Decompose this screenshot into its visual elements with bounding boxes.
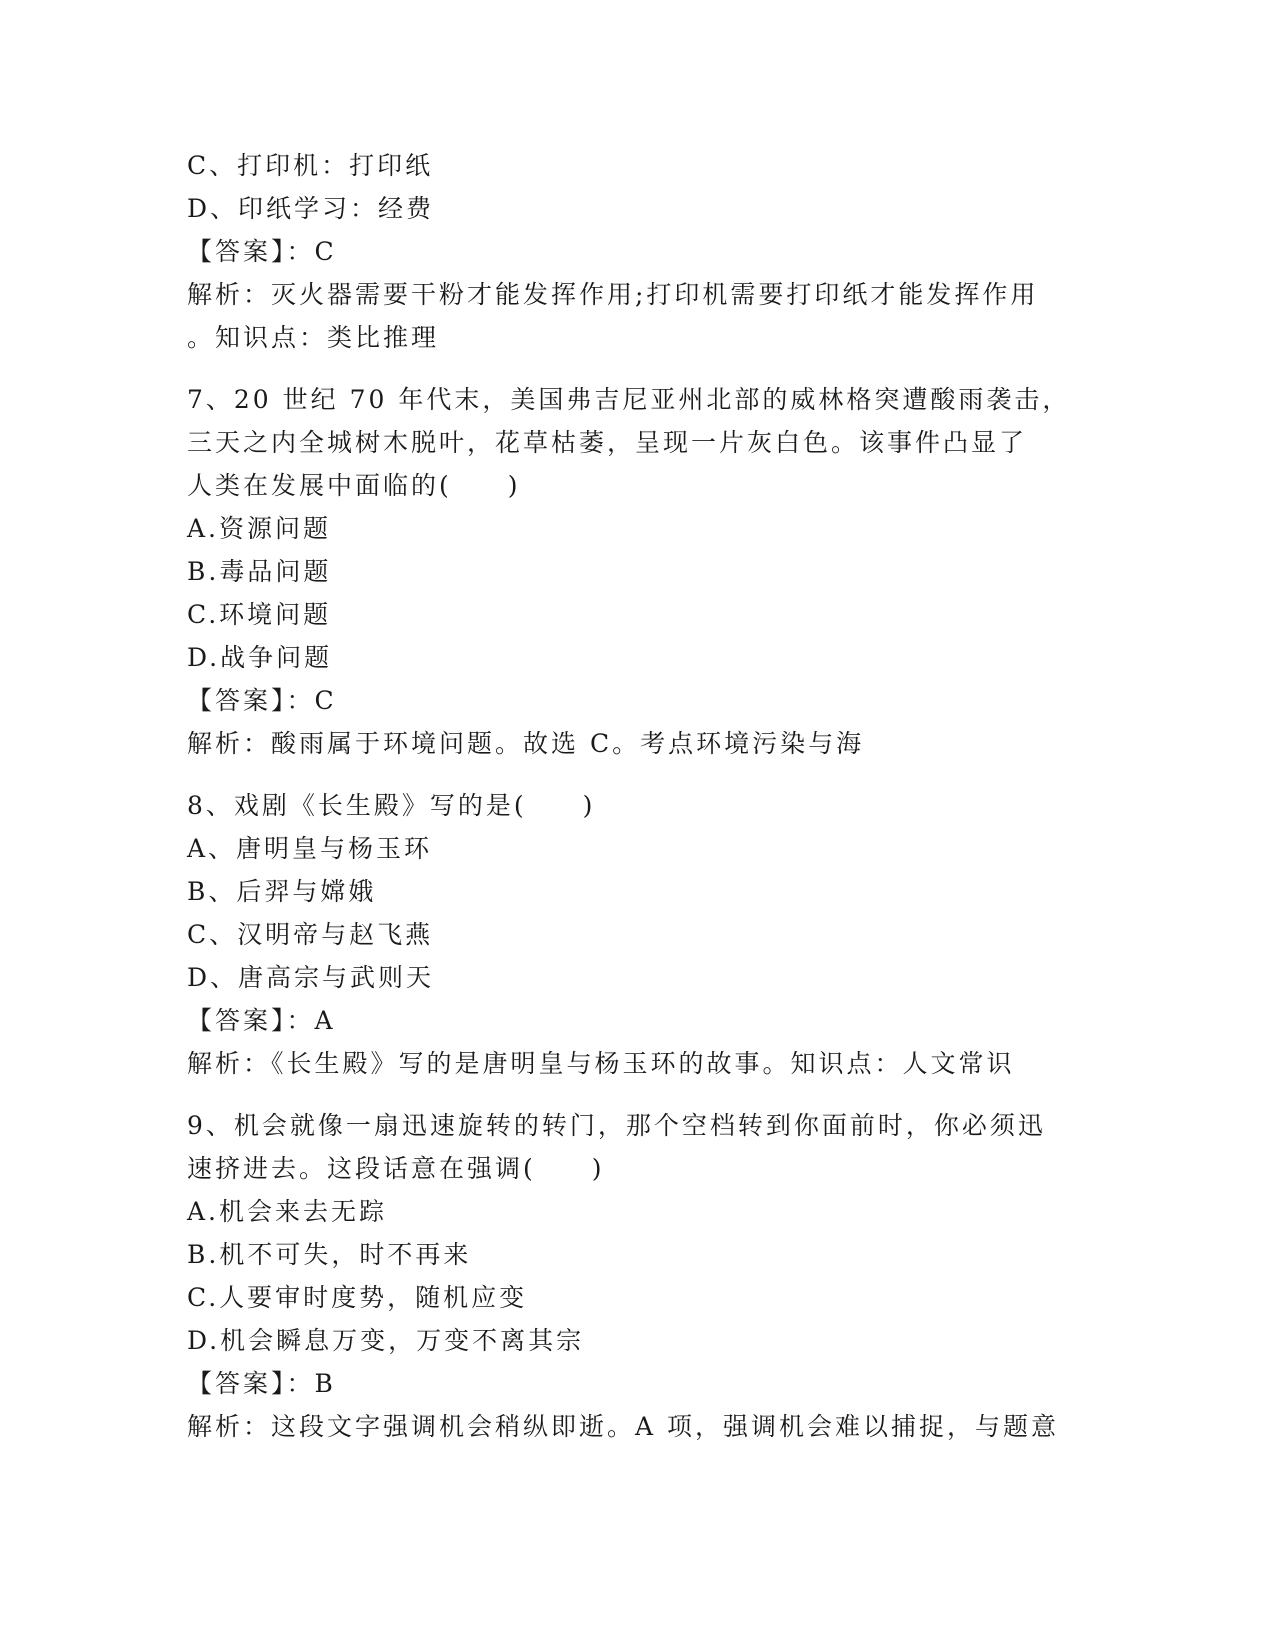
option-b: B.机不可失，时不再来 [187,1240,472,1269]
question-spacer [187,765,1087,784]
question-spacer [187,1085,1087,1104]
question-stem-line-3: 人类在发展中面临的( ) [187,471,521,500]
analysis-line-1: 解析：灭火器需要干粉才能发挥作用;打印机需要打印纸才能发挥作用 [187,280,1039,309]
option-d: D、印纸学习：经费 [187,194,435,223]
answer: 【答案】：C [187,686,337,715]
option-b: B.毒品问题 [187,557,332,586]
analysis-line-1: 解析：《长生殿》写的是唐明皇与杨玉环的故事。知识点：人文常识 [187,1049,1015,1078]
question-stem-line-1: 8、戏剧《长生殿》写的是( ) [187,791,596,820]
answer: 【答案】：C [187,237,337,266]
document-page [187,144,1087,1448]
question-7 [187,378,1087,765]
option-d: D.战争问题 [187,643,333,672]
question-9 [187,1104,1087,1448]
question-stem-line-2: 速挤进去。这段话意在强调( ) [187,1154,605,1183]
question-spacer [187,359,1087,378]
option-c: C、汉明帝与赵飞燕 [187,920,434,949]
question-stem-line-1: 9、机会就像一扇迅速旋转的转门，那个空档转到你面前时，你必须迅 [187,1111,1046,1140]
option-a: A.资源问题 [187,514,332,543]
option-b: B、后羿与嫦娥 [187,877,377,906]
question-8 [187,784,1087,1085]
option-c: C、打印机：打印纸 [187,151,434,180]
option-a: A、唐明皇与杨玉环 [187,834,433,863]
question-stem-line-2: 三天之内全城树木脱叶，花草枯萎，呈现一片灰白色。该事件凸显了 [187,428,1028,457]
option-a: A.机会来去无踪 [187,1197,388,1226]
option-c: C.人要审时度势，随机应变 [187,1283,528,1312]
analysis-line-2: 。知识点：类比推理 [187,323,440,352]
question-6-tail [187,144,1087,359]
option-c: C.环境问题 [187,600,332,629]
question-stem-line-1: 7、20 世纪 70 年代末，美国弗吉尼亚州北部的威林格突遭酸雨袭击， [187,385,1071,414]
option-d: D、唐高宗与武则天 [187,963,435,992]
option-d: D.机会瞬息万变，万变不离其宗 [187,1326,585,1355]
analysis-line-1: 解析：这段文字强调机会稍纵即逝。A 项，强调机会难以捕捉，与题意 [187,1412,1060,1441]
answer: 【答案】：B [187,1369,336,1398]
answer: 【答案】：A [187,1006,336,1035]
analysis-line-1: 解析：酸雨属于环境问题。故选 C。考点环境污染与海 [187,729,865,758]
